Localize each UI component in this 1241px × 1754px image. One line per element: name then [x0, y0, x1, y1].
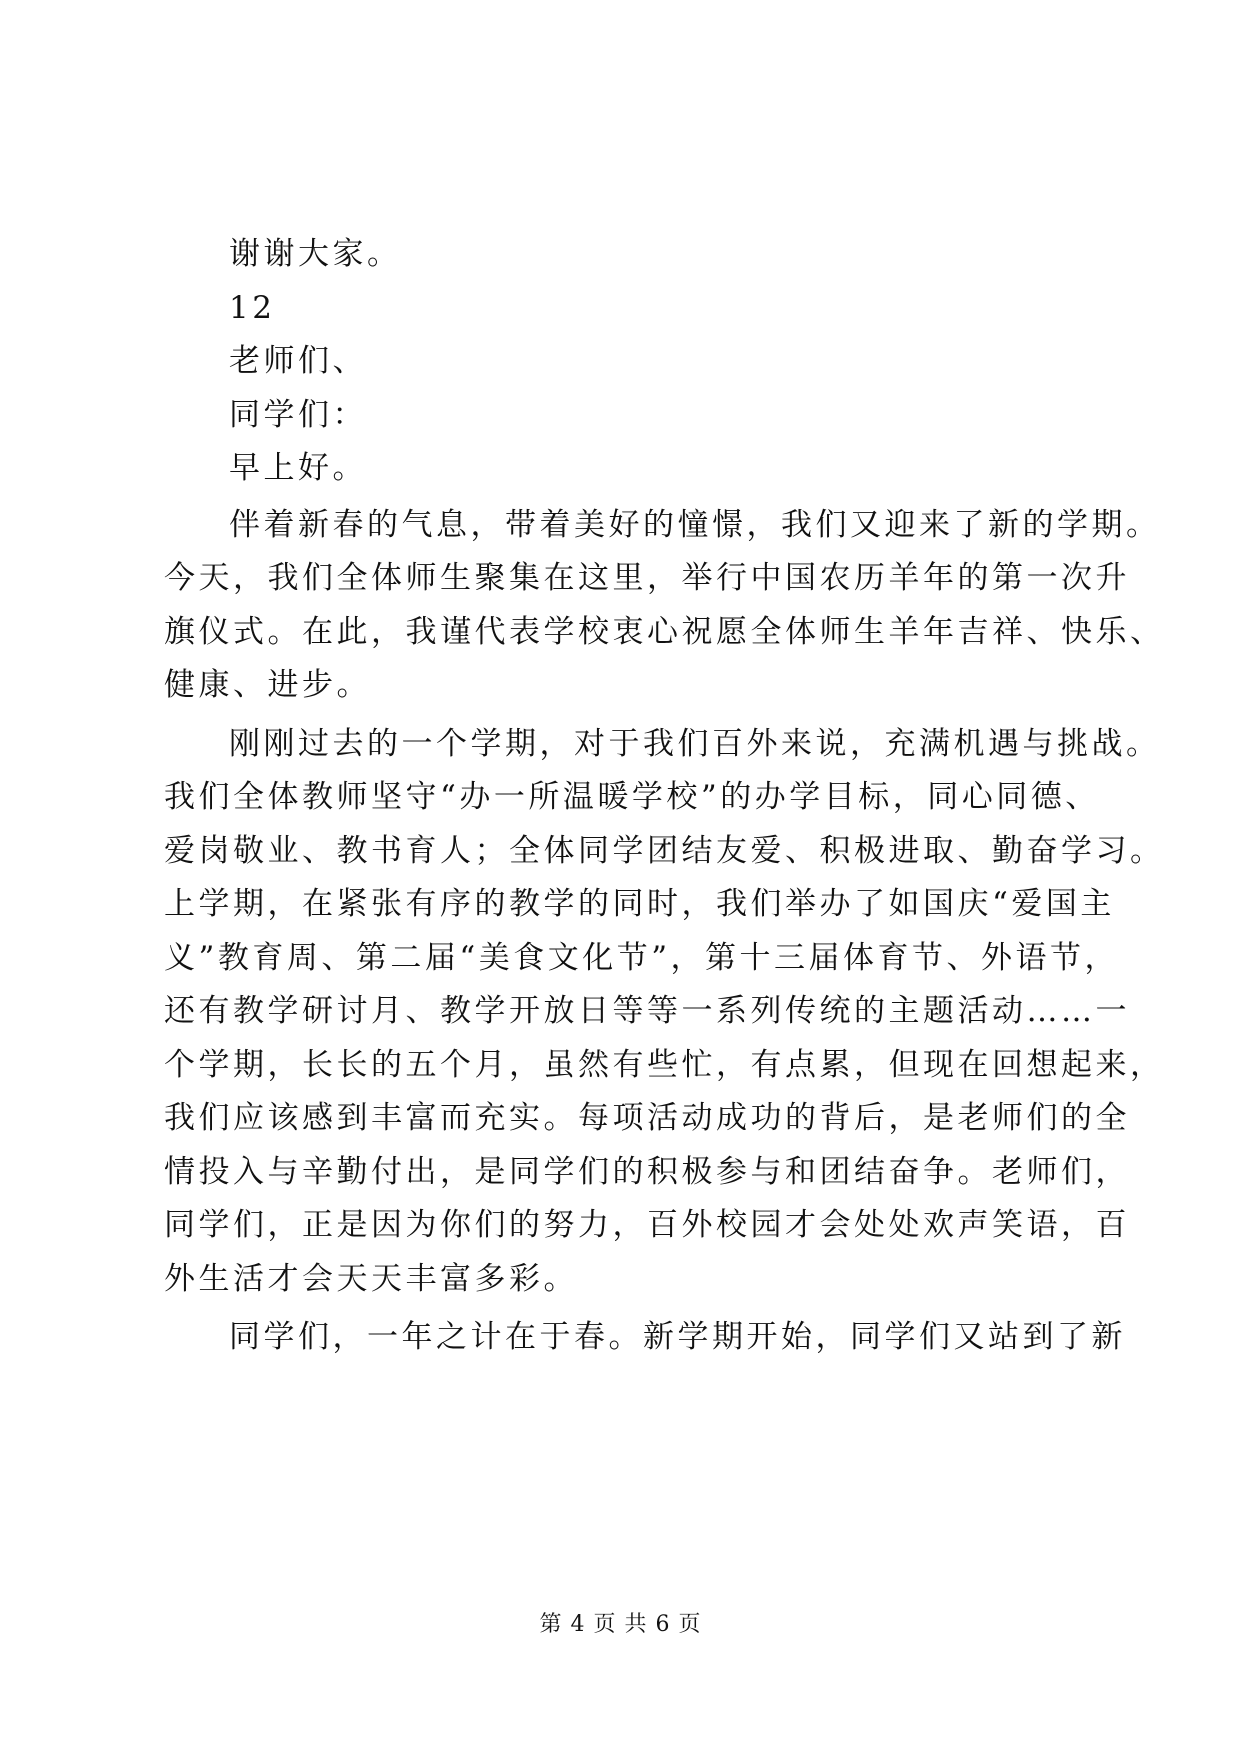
text-line: 同学们，正是因为你们的努力，百外校园才会处处欢声笑语，百	[164, 1207, 1130, 1243]
document-body	[164, 228, 1165, 1365]
text-line: 同学们：	[229, 396, 367, 433]
text-line: 上学期，在紧张有序的教学的同时，我们举办了如国庆“爱国主	[164, 886, 1115, 922]
text-line: 早上好。	[229, 450, 367, 486]
text-line: 我们应该感到丰富而充实。每项活动成功的背后，是老师们的全	[164, 1100, 1130, 1136]
text-line: 情投入与辛勤付出，是同学们的积极参与和团结奋争。老师们，	[164, 1153, 1130, 1190]
text-line: 老师们、	[229, 343, 367, 379]
paragraph-first-line: 刚刚过去的一个学期，对于我们百外来说，充满机遇与挑战。	[229, 725, 1161, 762]
text-line: 爱岗敬业、教书育人；全体同学团结友爱、积极进取、勤奋学习。	[164, 832, 1165, 869]
text-line: 还有教学研讨月、教学开放日等等一系列传统的主题活动……一	[164, 993, 1130, 1029]
text-line: 健康、进步。	[164, 667, 371, 703]
text-line: 今天，我们全体师生聚集在这里，举行中国农历羊年的第一次升	[164, 560, 1130, 596]
text-line: 个学期，长长的五个月，虽然有些忙，有点累，但现在回想起来，	[164, 1046, 1165, 1083]
paragraph-first-line: 伴着新春的气息，带着美好的憧憬，我们又迎来了新的学期。	[229, 506, 1161, 543]
text-line: 谢谢大家。	[229, 236, 402, 272]
text-line: 旗仪式。在此，我谨代表学校衷心祝愿全体师生羊年吉祥、快乐、	[164, 613, 1165, 650]
text-line: 义”教育周、第二届“美食文化节”，第十三届体育节、外语节，	[164, 939, 1120, 976]
text-line: 我们全体教师坚守“办一所温暖学校”的办学目标，同心同德、	[164, 779, 1100, 815]
page-number-footer: 第 4 页 共 6 页	[539, 1612, 702, 1637]
paragraph-first-line: 同学们，一年之计在于春。新学期开始，同学们又站到了新	[229, 1319, 1126, 1355]
text-line: 12	[229, 289, 276, 326]
text-line: 外生活才会天天丰富多彩。	[164, 1260, 578, 1297]
